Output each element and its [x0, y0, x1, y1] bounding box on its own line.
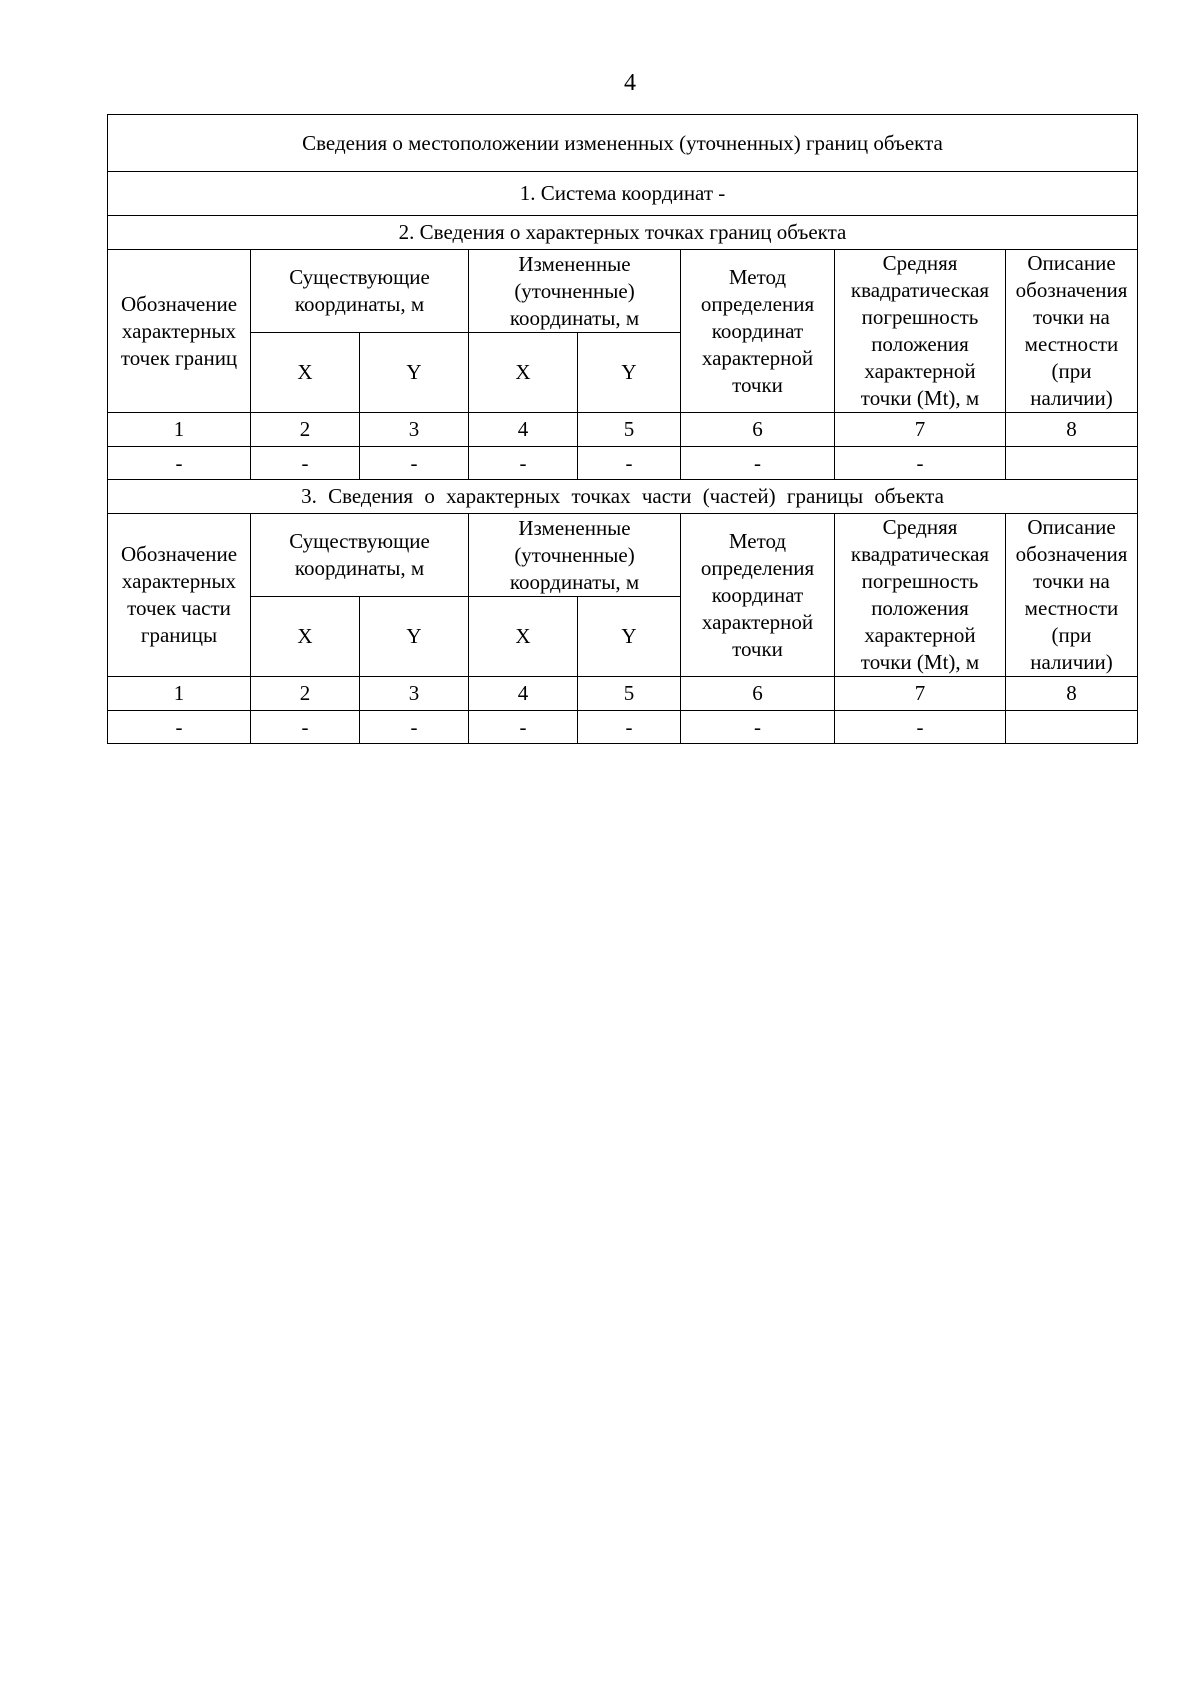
header-error: Средняя квадратическая погрешность положения характерной точки (Mt), м [835, 250, 1006, 413]
column-number: 8 [1006, 677, 1138, 711]
column-number: 7 [835, 413, 1006, 447]
table-cell: - [251, 447, 360, 480]
page-number: 4 [624, 70, 636, 96]
header-x: X [469, 597, 578, 677]
column-number: 6 [681, 677, 835, 711]
table-title: Сведения о местоположении измененных (уточненных) границ объекта [108, 115, 1138, 172]
header-method: Метод определения координат характерной точки [681, 514, 835, 677]
section-3-heading: 3. Сведения о характерных точках части (частей) границы объекта [108, 480, 1138, 514]
column-number: 8 [1006, 413, 1138, 447]
column-number: 6 [681, 413, 835, 447]
column-number: 2 [251, 413, 360, 447]
boundary-table [107, 114, 1138, 744]
header-designation: Обозначение характерных точек части границы [108, 514, 251, 677]
column-number: 7 [835, 677, 1006, 711]
table-cell: - [360, 447, 469, 480]
column-number: 4 [469, 413, 578, 447]
header-description: Описание обозначения точки на местности (при наличии) [1006, 250, 1138, 413]
header-x: X [469, 333, 578, 413]
column-number: 3 [360, 413, 469, 447]
table-cell [1006, 447, 1138, 480]
column-number: 1 [108, 677, 251, 711]
column-number: 5 [578, 413, 681, 447]
table-cell: - [108, 711, 251, 744]
table-cell: - [469, 447, 578, 480]
section-2-heading: 2. Сведения о характерных точках границ объекта [108, 216, 1138, 250]
header-existing-coords: Существующие координаты, м [251, 514, 469, 597]
header-changed-coords: Измененные (уточненные) координаты, м [469, 514, 681, 597]
header-existing-coords: Существующие координаты, м [251, 250, 469, 333]
header-changed-coords: Измененные (уточненные) координаты, м [469, 250, 681, 333]
column-number: 3 [360, 677, 469, 711]
header-x: X [251, 597, 360, 677]
table-cell: - [108, 447, 251, 480]
header-y: Y [360, 597, 469, 677]
column-number: 1 [108, 413, 251, 447]
header-method: Метод определения координат характерной точки [681, 250, 835, 413]
header-description: Описание обозначения точки на местности (при наличии) [1006, 514, 1138, 677]
column-number: 4 [469, 677, 578, 711]
header-x: X [251, 333, 360, 413]
header-y: Y [360, 333, 469, 413]
table-cell: - [251, 711, 360, 744]
column-number: 2 [251, 677, 360, 711]
header-y: Y [578, 333, 681, 413]
table-row [108, 711, 1138, 744]
header-designation: Обозначение характерных точек границ [108, 250, 251, 413]
table-row [108, 447, 1138, 480]
table-cell: - [578, 711, 681, 744]
table-cell: - [469, 711, 578, 744]
table-cell: - [681, 711, 835, 744]
column-number: 5 [578, 677, 681, 711]
coordinate-system-row: 1. Система координат - [108, 172, 1138, 216]
table-cell: - [360, 711, 469, 744]
header-error: Средняя квадратическая погрешность положения характерной точки (Mt), м [835, 514, 1006, 677]
table-cell [1006, 711, 1138, 744]
table-cell: - [578, 447, 681, 480]
header-y: Y [578, 597, 681, 677]
table-cell: - [835, 447, 1006, 480]
table-cell: - [835, 711, 1006, 744]
table-cell: - [681, 447, 835, 480]
